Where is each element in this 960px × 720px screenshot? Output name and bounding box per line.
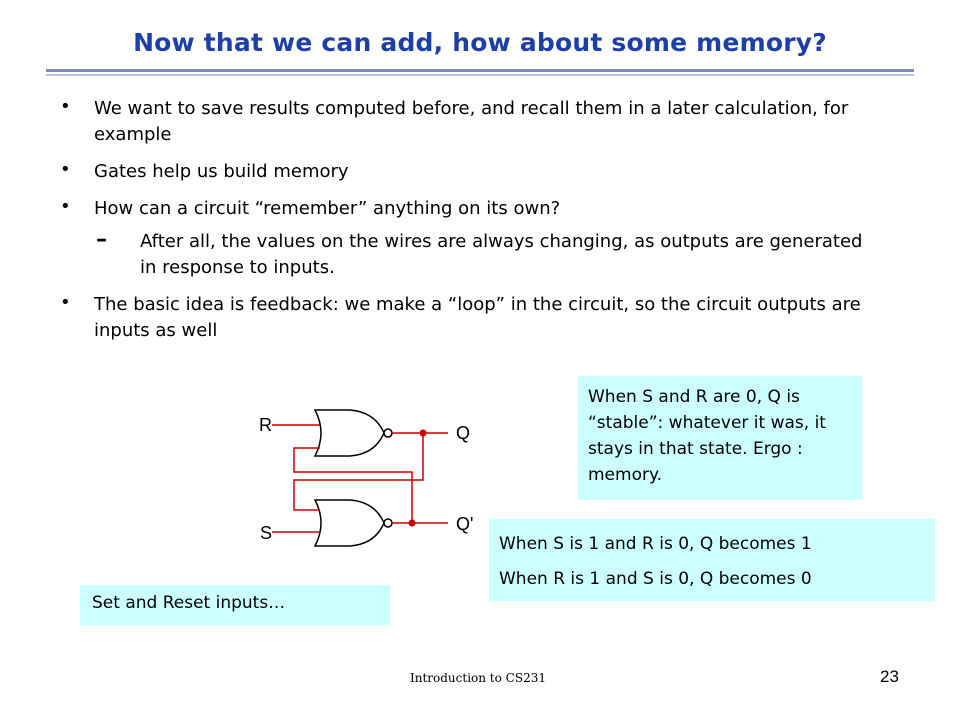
- sr-latch-diagram: [250, 400, 490, 560]
- inverter-bubble-bottom: [384, 519, 392, 527]
- set-reset-callout: [489, 519, 935, 601]
- junction-dot-qbar: [409, 520, 416, 527]
- callout-line: When S is 1 and R is 0, Q becomes 1: [499, 534, 812, 554]
- qbar-label: Q': [456, 514, 474, 534]
- title-rule-light: [46, 74, 914, 76]
- footer-text: Introduction to CS231: [410, 671, 546, 685]
- sub-bullet-item: [56, 229, 876, 281]
- bullet-item: [56, 292, 876, 344]
- dash-icon: –: [96, 227, 107, 252]
- inputs-callout: Set and Reset inputs…: [80, 585, 390, 625]
- title-rule: [46, 69, 914, 72]
- bullet-text: We want to save results computed before, and recall them in a later calculation, for example: [94, 98, 849, 145]
- bullet-item: [56, 96, 876, 148]
- bullet-dot-icon: •: [60, 292, 71, 313]
- bullet-text: Gates help us build memory: [94, 161, 349, 182]
- bullet-item: [56, 196, 876, 222]
- r-label: R: [259, 415, 272, 435]
- sub-bullet-text: After all, the values on the wires are always changing, as outputs are generated in response to inputs.: [140, 231, 863, 278]
- bullet-text: How can a circuit “remember” anything on its own?: [94, 198, 561, 219]
- inverter-bubble-top: [384, 429, 392, 437]
- wires: [272, 425, 448, 532]
- callout-line: When R is 1 and S is 0, Q becomes 0: [499, 569, 812, 589]
- bullet-dot-icon: •: [60, 96, 71, 117]
- stable-callout: When S and R are 0, Q is “stable”: whatever it was, it stays in that state. Ergo : memory.: [578, 376, 862, 500]
- bullet-text: The basic idea is feedback: we make a “loop” in the circuit, so the circuit outputs are inputs as well: [94, 294, 861, 341]
- s-label: S: [260, 523, 273, 543]
- bullet-list: [56, 96, 876, 355]
- nor-gate-bottom-icon: [315, 500, 384, 546]
- q-label: Q: [456, 423, 471, 443]
- bullet-dot-icon: •: [60, 196, 71, 217]
- bullet-dot-icon: •: [60, 159, 71, 180]
- slide-title: Now that we can add, how about some memory?: [133, 28, 827, 57]
- bullet-item: [56, 159, 876, 185]
- feedback-wire-qbar: [294, 448, 412, 523]
- nor-gate-top-icon: [315, 410, 384, 456]
- page-number: 23: [880, 667, 899, 686]
- junction-dot-q: [420, 430, 427, 437]
